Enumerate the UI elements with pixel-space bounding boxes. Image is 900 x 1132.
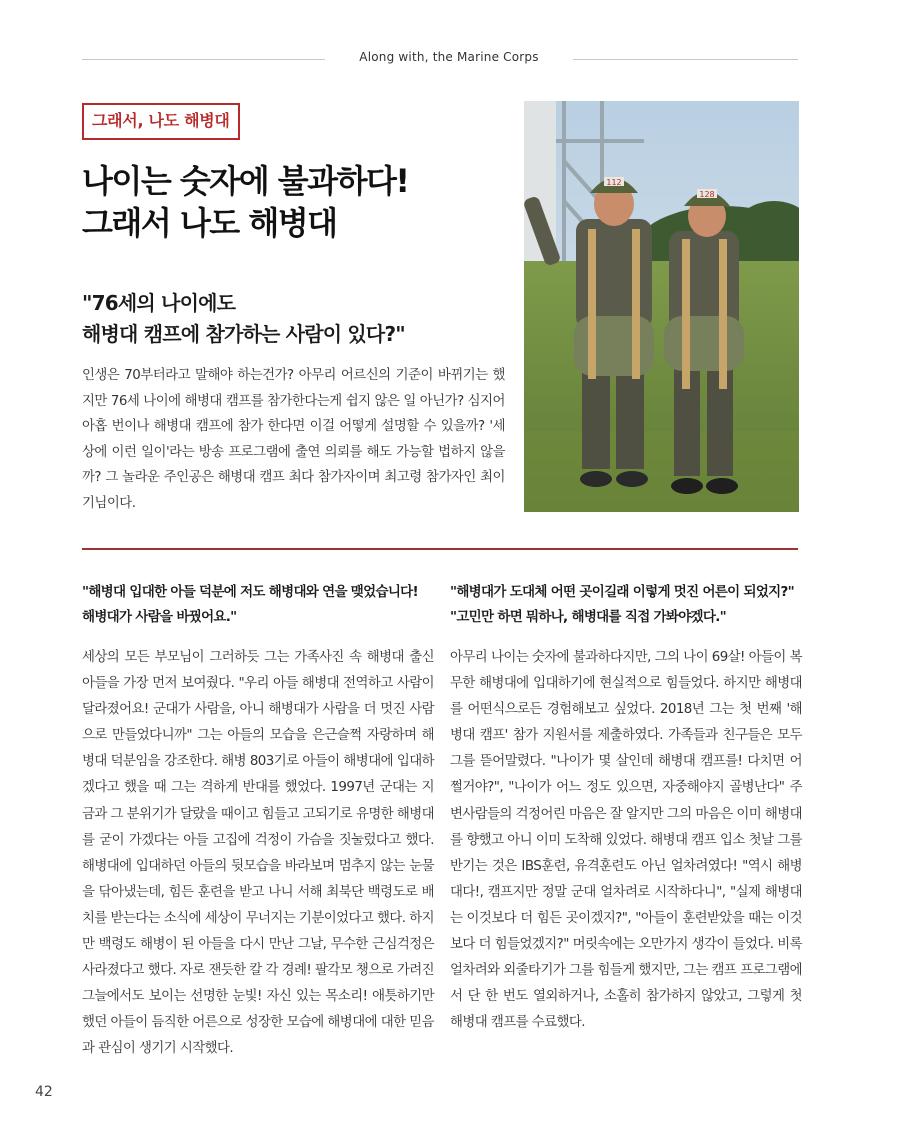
article-title	[82, 160, 502, 244]
quote-heading-line-2: 해병대 캠프에 참가하는 사람이 있다?"	[82, 322, 405, 346]
left-column-heading-line-2: 해병대가 사람을 바꿨어요."	[82, 609, 237, 625]
helmet-number-right: 128	[699, 190, 715, 199]
header-rule-left	[82, 59, 325, 60]
right-column-body: 아무리 나이는 숫자에 불과하다지만, 그의 나이 69살! 아들이 복무한 해병대에 입대하기에 현실적으로 힘들었다. 하지만 해병대를 어떤식으로든 경험해보고 싶었다. 2018년 그는 첫 번째 '해병대 캠프' 참가 지원서를 제출하였다. 가족들과 친구들은 모두 그를 뜯어말렸다. "나이가 몇 살인데 해병대 캠프를! 다치면 어쩔거야?", "나이가 어느 정도 있으면, 자중해야지 골병난다" 주변사람들의 걱정어린 마음은 잘 알지만 그의 마음은 이미 해병대를 향했고 아니 이미 도착해 있었다. 해병대 캠프 입소 첫날 그를 반기는 것은 IBS훈련, 유격훈련도 아닌 얼차려였다! "역시 해병대다!, 캠프지만 정말 군대 얼차려로 시작하다니", "실제 해병대는 이것보다 더 힘든 곳이겠지?", "아들이 훈련받았을 때는 이것보다 더 힘들었겠지?" 머릿속에는 오만가지 생각이 들었다. 비록 얼차려와 외줄타기가 그를 힘들게 했지만, 그는 캠프 프로그램에서 단 한 번도 열외하거나, 소홀히 참가하지 않았고, 그렇게 첫 해병대 캠프를 수료했다.	[450, 650, 802, 1031]
right-column-heading	[450, 580, 802, 630]
quote-heading	[82, 288, 512, 350]
section-tag: 그래서, 나도 해병대	[82, 103, 240, 140]
right-column-heading-line-2: "고민만 하면 뭐하나, 해병대를 직접 가봐야겠다."	[450, 609, 727, 625]
left-column-heading	[82, 580, 434, 630]
right-column	[450, 580, 802, 1036]
quote-heading-line-1: "76세의 나이에도	[82, 291, 236, 315]
marine-camp-photo	[524, 101, 799, 512]
intro-paragraph: 인생은 70부터라고 말해야 하는건가? 아무리 어르신의 기준이 바뀌기는 했지만 76세 나이에 해병대 캠프를 참가한다는게 쉽지 않은 일 아닌가? 심지어 아홉 번이나 해병대 캠프에 참가 한다면 이걸 어떻게 설명할 수 있을까? '세상에 이런 일이'라는 방송 프로그램에 출연 의뢰를 해도 가능할 법하지 않을까? 그 놀라운 주인공은 해병대 캠프 최다 참가자이며 최고령 참가자인 최이기님이다.	[82, 368, 505, 511]
left-column	[82, 580, 434, 1063]
article-title-line-1: 나이는 숫자에 불과하다!	[82, 162, 409, 200]
helmet-number-left: 112	[606, 178, 622, 187]
right-column-heading-line-1: "해병대가 도대체 어떤 곳이길래 이렇게 멋진 어른이 되었지?"	[450, 584, 794, 600]
header-rule-right	[573, 59, 798, 60]
section-divider	[82, 548, 798, 550]
article-title-line-2: 그래서 나도 해병대	[82, 204, 337, 242]
page-number: 42	[35, 1084, 53, 1100]
left-column-body: 세상의 모든 부모님이 그러하듯 그는 가족사진 속 해병대 출신 아들을 가장 먼저 보여줬다. "우리 아들 해병대 전역하고 사람이 달라졌어요! 군대가 사람을, 아니 해병대가 사람을 더 멋진 사람으로 만들었다니까" 그는 아들의 모습을 은근슬쩍 자랑하며 해병대 덕분임을 강조한다. 해병 803기로 아들이 해병대에 입대하겠다고 했을 때 그는 격하게 반대를 했었다. 1997년 군대는 지금과 그 분위기가 달랐을 때이고 힘들고 고되기로 유명한 해병대를 굳이 가겠다는 아들 고집에 걱정이 가슴을 짓눌렀다고 했다. 해병대에 입대하던 아들의 뒷모습을 바라보며 멈추지 않는 눈물을 닦아냈는데, 힘든 훈련을 받고 나니 서해 최북단 백령도로 배치를 받는다는 소식에 세상이 무너지는 기분이었다고 했다. 하지만 백령도 해병이 된 아들을 다시 만난 그날, 무수한 근심걱정은 사라졌다고 했다. 자로 잰듯한 칼 각 경례! 팔각모 챙으로 가려진 그늘에서도 보이는 선명한 눈빛! 자신 있는 목소리! 애틋하기만 했던 아들이 듬직한 어른으로 성장한 모습에 해병대에 대한 믿음과 관심이 생기기 시작했다.	[82, 650, 434, 1057]
running-header: Along with, the Marine Corps	[359, 50, 539, 64]
left-column-heading-line-1: "해병대 입대한 아들 덕분에 저도 해병대와 연을 맺었습니다!	[82, 584, 418, 600]
